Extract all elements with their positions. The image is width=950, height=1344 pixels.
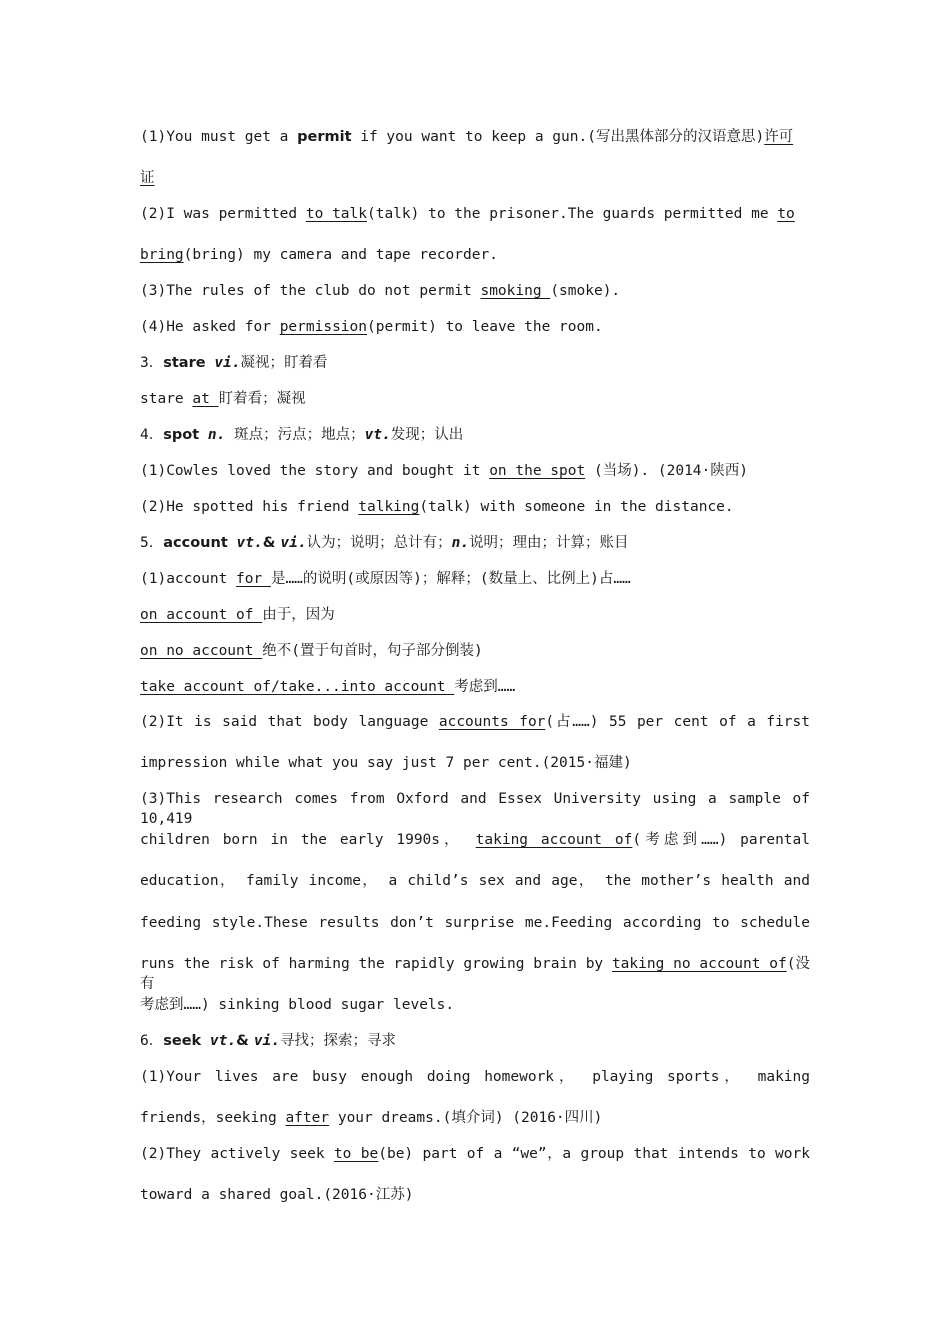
keyword: &	[236, 1033, 254, 1049]
text-segment: 6．	[140, 1033, 164, 1049]
keyword: vi.	[214, 355, 241, 371]
text-line	[140, 168, 810, 188]
text-segment: 考虑到……) sinking blood sugar levels.	[140, 997, 455, 1013]
text-line	[140, 677, 810, 697]
text-segment: (2)I was permitted	[140, 206, 306, 222]
answer-blank: bring	[140, 247, 184, 263]
text-segment: children born in the early 1990s，	[140, 832, 476, 848]
text-segment: feeding style.These results don’t surprise me.Feeding according to schedule	[140, 915, 810, 931]
text-segment: 寻找；探索；寻求	[280, 1033, 397, 1049]
keyword: n.	[207, 427, 226, 443]
text-line	[140, 425, 810, 445]
keyword: vt.	[209, 1033, 237, 1049]
text-segment	[199, 427, 208, 443]
text-segment: impression while what you say just 7 per cent.(2015·福建)	[140, 755, 632, 771]
text-segment: (当场). (2014·陕西)	[585, 463, 748, 479]
text-segment: toward a shared goal.(2016·江苏)	[140, 1187, 414, 1203]
text-line	[140, 245, 810, 265]
text-segment: (talk) to the prisoner.The guards permitted me	[366, 206, 778, 222]
keyword: &	[262, 535, 281, 551]
text-segment: (1)Your lives are busy enough doing homework， playing sports， making	[140, 1069, 810, 1085]
text-line	[140, 1108, 810, 1128]
text-segment: 斑点；污点；地点；	[225, 427, 365, 443]
keyword: vt.	[364, 427, 391, 443]
text-segment: 4．	[140, 427, 164, 443]
answer-blank: to	[777, 206, 795, 222]
keyword: n.	[451, 535, 470, 551]
answer-blank: smoking	[480, 283, 551, 299]
text-segment: (1)You must get a	[140, 129, 298, 145]
keyword: spot	[163, 427, 200, 443]
text-line	[140, 533, 810, 553]
text-segment: (没有	[140, 956, 811, 992]
text-segment: stare	[140, 391, 193, 407]
keyword: stare	[163, 355, 206, 371]
answer-blank: taking no account of	[611, 956, 787, 972]
text-line	[140, 605, 810, 625]
text-segment: 是……的说明(或原因等)；解释；(数量上、比例上)占……	[270, 571, 631, 587]
text-line	[140, 1144, 810, 1164]
text-line	[140, 1031, 810, 1051]
text-segment: 3．	[140, 355, 164, 371]
keyword: seek	[163, 1033, 202, 1049]
answer-blank: on no account	[140, 643, 263, 659]
text-segment: (permit) to leave the room.	[367, 319, 603, 335]
text-line	[140, 389, 810, 409]
answer-blank: accounts for	[438, 714, 546, 730]
text-segment: (3)This research comes from Oxford and Essex University using a sample of 10,419	[140, 791, 810, 827]
text-line	[140, 995, 810, 1015]
text-line	[140, 281, 810, 301]
text-line	[140, 127, 810, 147]
answer-blank: 证	[140, 170, 155, 186]
text-line	[140, 1067, 810, 1087]
text-line	[140, 954, 810, 994]
keyword: vt.	[236, 535, 263, 551]
text-segment: 考虑到……	[454, 679, 516, 695]
answer-blank: taking account of	[475, 832, 633, 848]
answer-blank: on account of	[140, 607, 263, 623]
text-line	[140, 1185, 810, 1205]
text-segment: education， family income， a child’s sex and age， the mother’s health and	[140, 873, 810, 889]
text-line	[140, 569, 810, 589]
text-segment: 由于，因为	[262, 607, 335, 623]
text-line	[140, 353, 810, 373]
text-line	[140, 641, 810, 661]
text-segment	[206, 355, 215, 371]
text-segment: (1)Cowles loved the story and bought it	[140, 463, 490, 479]
text-segment: (talk) with someone in the distance.	[419, 499, 734, 515]
text-segment: (占……) 55 per cent of a first	[545, 714, 810, 730]
text-segment: friends，seeking	[140, 1110, 286, 1126]
text-segment: 认为；说明；总计有；	[306, 535, 452, 551]
text-line	[140, 789, 810, 829]
text-segment: (2)He spotted his friend	[140, 499, 359, 515]
text-segment: (bring) my camera and tape recorder.	[183, 247, 498, 263]
text-segment: (smoke).	[550, 283, 621, 299]
text-line	[140, 830, 810, 850]
text-segment: (4)He asked for	[140, 319, 280, 335]
keyword: permit	[297, 129, 352, 145]
text-segment: (考虑到……) parental	[632, 832, 810, 848]
text-segment: 5．	[140, 535, 164, 551]
answer-blank: permission	[279, 319, 367, 335]
answer-blank: to be	[333, 1146, 379, 1162]
text-segment: runs the risk of harming the rapidly growing brain by	[140, 956, 612, 972]
text-segment: 绝不(置于句首时，句子部分倒装)	[262, 643, 483, 659]
text-line	[140, 712, 810, 732]
keyword: account	[163, 535, 228, 551]
text-segment	[201, 1033, 210, 1049]
text-segment: (2)They actively seek	[140, 1146, 334, 1162]
text-line	[140, 871, 810, 891]
text-line	[140, 317, 810, 337]
text-segment: (be) part of a “we”，a group that intends to work	[378, 1146, 810, 1162]
text-segment: 盯着看；凝视	[218, 391, 306, 407]
text-segment: (2)It is said that body language	[140, 714, 439, 730]
keyword: vi.	[280, 535, 307, 551]
text-segment: (3)The rules of the club do not permit	[140, 283, 481, 299]
answer-blank: after	[285, 1110, 330, 1126]
answer-blank: talking	[358, 499, 420, 515]
text-line	[140, 204, 810, 224]
keyword: vi.	[253, 1033, 281, 1049]
text-line	[140, 913, 810, 933]
answer-blank: on the spot	[489, 463, 586, 479]
text-segment: (1)account	[140, 571, 237, 587]
text-line	[140, 753, 810, 773]
text-segment: 发现；认出	[390, 427, 464, 443]
answer-blank: 许可	[764, 129, 794, 145]
text-line	[140, 497, 810, 517]
answer-blank: at	[192, 391, 219, 407]
text-segment: 说明；理由；计算；账目	[469, 535, 629, 551]
text-line	[140, 461, 810, 481]
answer-blank: take account of/take...into account	[140, 679, 455, 695]
answer-blank: to talk	[305, 206, 367, 222]
text-segment: 凝视；盯着看	[240, 355, 328, 371]
answer-blank: for	[236, 571, 271, 587]
text-segment: your dreams.(填介词) (2016·四川)	[329, 1110, 603, 1126]
text-segment: if you want to keep a gun.(写出黑体部分的汉语意思)	[351, 129, 765, 145]
